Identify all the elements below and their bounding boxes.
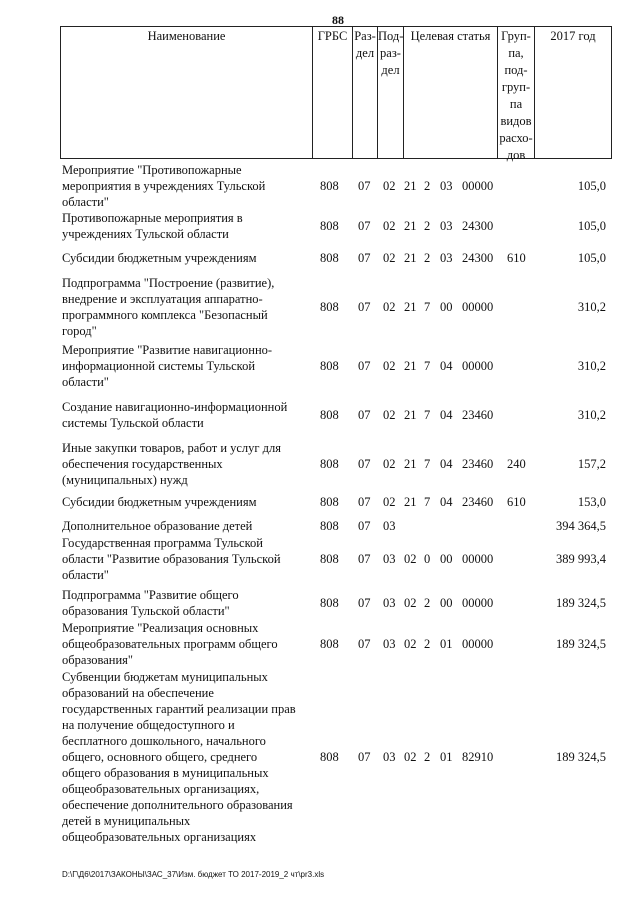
cell-rz: 07: [358, 300, 371, 314]
table-row: [0, 162, 640, 210]
cell-pr: 02: [383, 408, 396, 422]
cell-pr: 02: [383, 359, 396, 373]
cell-rz: 07: [358, 750, 371, 764]
cell-t1: 02: [404, 552, 417, 566]
cell-pr: 02: [383, 219, 396, 233]
cell-pr: 03: [383, 519, 396, 533]
row-name: Иные закупки товаров, работ и услуг для обеспечения государственных (муниципальных) нужд: [62, 441, 282, 487]
table-row: [0, 518, 640, 534]
cell-grbs: 808: [320, 495, 339, 509]
cell-t2: 2: [424, 750, 431, 764]
cell-t4: 24300: [462, 219, 494, 233]
cell-t4: 23460: [462, 457, 494, 471]
row-name: Создание навигационно-информационной системы Тульской области: [62, 400, 288, 430]
cell-t3: 03: [440, 179, 453, 193]
cell-vr: 240: [507, 457, 526, 471]
row-name: Государственная программа Тульской области "Развитие образования Тульской области": [62, 536, 281, 582]
row-name: Субсидии бюджетным учреждениям: [62, 495, 257, 509]
cell-grbs: 808: [320, 519, 339, 533]
cell-rz: 07: [358, 408, 371, 422]
row-name: Мероприятие "Противопожарные мероприятия в учреждениях Тульской области": [62, 163, 266, 209]
cell-t3: 03: [440, 251, 453, 265]
page-number: 88: [332, 13, 344, 27]
cell-t2: 7: [424, 457, 431, 471]
cell-sum: 394 364,5: [556, 519, 606, 533]
cell-t1: 02: [404, 596, 417, 610]
cell-t2: 2: [424, 637, 431, 651]
header-razdel: Раз- дел: [352, 26, 377, 158]
cell-grbs: 808: [320, 219, 339, 233]
cell-grbs: 808: [320, 359, 339, 373]
cell-pr: 02: [383, 251, 396, 265]
cell-t4: 00000: [462, 596, 494, 610]
cell-pr: 02: [383, 495, 396, 509]
header-year: 2017 год: [534, 26, 612, 158]
cell-grbs: 808: [320, 457, 339, 471]
cell-sum: 153,0: [577, 495, 606, 509]
cell-pr: 02: [383, 457, 396, 471]
row-name: Мероприятие "Развитие навигационно- информационной системы Тульской области": [62, 343, 273, 389]
cell-vr: 610: [507, 495, 526, 509]
header-target: Целевая статья: [403, 26, 497, 158]
cell-sum: 189 324,5: [556, 596, 606, 610]
cell-rz: 07: [358, 495, 371, 509]
cell-t3: 04: [440, 495, 453, 509]
cell-sum: 189 324,5: [556, 637, 606, 651]
row-name: Противопожарные мероприятия в учреждениях Тульской области: [62, 211, 243, 241]
cell-grbs: 808: [320, 750, 339, 764]
file-path-footer: D:\Г\Д6\2017\ЗАКОНЫ\ЗАС_37\Изм. бюджет ТО 2017-2019_2 чт\pr3.xls: [62, 870, 325, 879]
cell-sum: 310,2: [577, 300, 606, 314]
cell-t1: 21: [404, 359, 417, 373]
cell-t3: 04: [440, 408, 453, 422]
cell-t4: 00000: [462, 359, 494, 373]
cell-grbs: 808: [320, 637, 339, 651]
cell-rz: 07: [358, 219, 371, 233]
cell-t4: 82910: [462, 750, 494, 764]
cell-t4: 23460: [462, 408, 494, 422]
cell-t3: 03: [440, 219, 453, 233]
cell-sum: 157,2: [577, 457, 606, 471]
cell-t4: 23460: [462, 495, 494, 509]
cell-t1: 02: [404, 637, 417, 651]
table-row: [0, 275, 640, 339]
cell-t2: 7: [424, 359, 431, 373]
row-name: Дополнительное образование детей: [62, 519, 253, 533]
cell-grbs: 808: [320, 408, 339, 422]
cell-t3: 01: [440, 637, 453, 651]
table-row: [0, 535, 640, 583]
cell-t2: 2: [424, 219, 431, 233]
cell-rz: 07: [358, 552, 371, 566]
cell-sum: 105,0: [577, 219, 606, 233]
cell-sum: 105,0: [577, 251, 606, 265]
cell-rz: 07: [358, 637, 371, 651]
cell-pr: 02: [383, 300, 396, 314]
cell-t1: 21: [404, 300, 417, 314]
cell-t1: 21: [404, 457, 417, 471]
cell-sum: 189 324,5: [556, 750, 606, 764]
cell-t2: 7: [424, 300, 431, 314]
cell-pr: 03: [383, 552, 396, 566]
cell-t4: 24300: [462, 251, 494, 265]
table-row: [0, 342, 640, 390]
row-name: Субсидии бюджетным учреждениям: [62, 251, 257, 265]
cell-t4: 00000: [462, 179, 494, 193]
row-name: Подпрограмма "Развитие общего образования Тульской области": [62, 588, 239, 618]
cell-t2: 7: [424, 495, 431, 509]
cell-rz: 07: [358, 457, 371, 471]
header-group: Груп- па, под- груп- па видов расхо- дов: [497, 26, 534, 158]
cell-t2: 2: [424, 596, 431, 610]
header-grbs: ГРБС: [312, 26, 352, 158]
cell-sum: 389 993,4: [556, 552, 606, 566]
cell-grbs: 808: [320, 596, 339, 610]
header-name: Наименование: [60, 26, 312, 158]
cell-rz: 07: [358, 179, 371, 193]
cell-rz: 07: [358, 519, 371, 533]
table-row: [0, 440, 640, 488]
cell-pr: 03: [383, 637, 396, 651]
cell-rz: 07: [358, 359, 371, 373]
row-name: Подпрограмма "Построение (развитие), внедрение и эксплуатация аппаратно- программного комплекса "Безопасный город": [62, 276, 275, 338]
cell-t3: 04: [440, 359, 453, 373]
cell-t2: 2: [424, 179, 431, 193]
cell-t4: 00000: [462, 552, 494, 566]
cell-pr: 03: [383, 750, 396, 764]
cell-t2: 2: [424, 251, 431, 265]
cell-rz: 07: [358, 251, 371, 265]
cell-grbs: 808: [320, 552, 339, 566]
row-name: Мероприятие "Реализация основных общеобразовательных программ общего образования": [62, 621, 278, 667]
cell-sum: 105,0: [577, 179, 606, 193]
cell-t1: 02: [404, 750, 417, 764]
cell-pr: 02: [383, 179, 396, 193]
cell-t2: 0: [424, 552, 431, 566]
row-name: Субвенции бюджетам муниципальных образований на обеспечение государственных гарантий реализации прав на получение общедоступного и бесплатного дошкольного, начального общего, основного общего, среднего общего образования в муниципальных общеобразовательных организациях, обеспечение дополнительного образования детей в муниципальных общеобразовательных организациях: [62, 670, 296, 844]
cell-t3: 00: [440, 552, 453, 566]
header-podrazdel: Под- раз- дел: [377, 26, 403, 158]
cell-t1: 21: [404, 219, 417, 233]
table-row: [0, 494, 640, 510]
cell-grbs: 808: [320, 251, 339, 265]
table-row: [0, 669, 640, 845]
table-row: [0, 399, 640, 431]
cell-t4: 00000: [462, 637, 494, 651]
cell-grbs: 808: [320, 300, 339, 314]
table-row: [0, 620, 640, 668]
cell-t3: 00: [440, 300, 453, 314]
table-row: [0, 587, 640, 619]
cell-sum: 310,2: [577, 359, 606, 373]
cell-grbs: 808: [320, 179, 339, 193]
table-row: [0, 250, 640, 266]
cell-rz: 07: [358, 596, 371, 610]
cell-t4: 00000: [462, 300, 494, 314]
cell-sum: 310,2: [577, 408, 606, 422]
cell-vr: 610: [507, 251, 526, 265]
cell-t1: 21: [404, 179, 417, 193]
cell-t3: 00: [440, 596, 453, 610]
cell-t1: 21: [404, 495, 417, 509]
table-row: [0, 210, 640, 242]
cell-t3: 01: [440, 750, 453, 764]
cell-t1: 21: [404, 408, 417, 422]
cell-t3: 04: [440, 457, 453, 471]
cell-t2: 7: [424, 408, 431, 422]
cell-t1: 21: [404, 251, 417, 265]
cell-pr: 03: [383, 596, 396, 610]
